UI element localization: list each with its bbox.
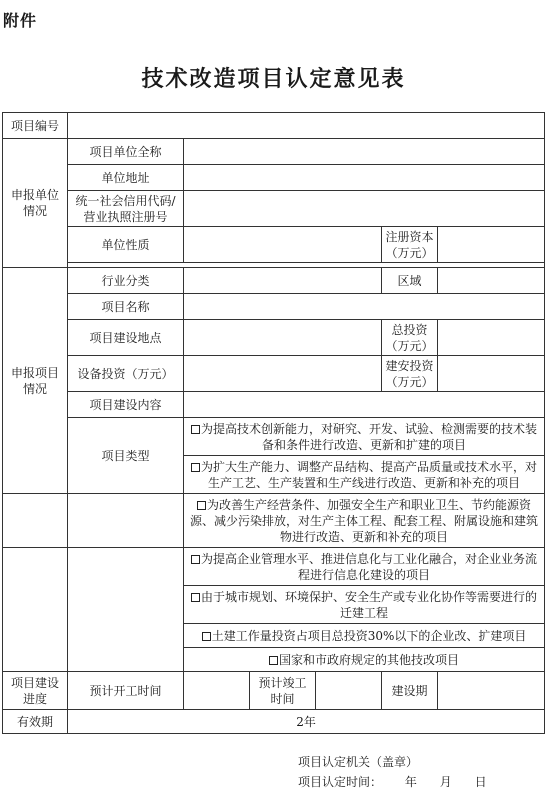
validity-label: 有效期 [3, 710, 68, 734]
row-unit-nature [3, 227, 545, 263]
row-validity [3, 710, 545, 734]
checkbox-icon[interactable] [269, 656, 278, 665]
construction-investment-label: 建安投资（万元） [382, 356, 438, 392]
row-build-content [3, 392, 545, 418]
project-section-continued [3, 494, 68, 548]
project-type-option-text: 为改善生产经营条件、加强安全生产和职业卫生、节约能源资源、减少污染排放，对生产主体工程、配套工程、附属设施和建筑物进行改造、更新和补充的项目 [190, 497, 539, 544]
row-progress [3, 672, 545, 710]
project-type-option-text: 为扩大生产能力、调整产品结构、提高产品质量或技术水平，对生产工艺、生产装置和生产线进行改造、更新和补充的项目 [201, 459, 538, 490]
project-name-label: 项目名称 [68, 294, 184, 320]
planned-start-label: 预计开工时间 [68, 672, 184, 710]
unit-nature-label: 单位性质 [68, 227, 184, 263]
row-unit-full-name [3, 139, 545, 165]
total-investment-label: 总投资（万元） [382, 320, 438, 356]
unit-address-field[interactable] [184, 165, 545, 191]
credit-code-field[interactable] [184, 191, 545, 227]
planned-end-field[interactable] [316, 672, 382, 710]
project-name-field[interactable] [184, 294, 545, 320]
row-project-no [3, 113, 545, 139]
project-type-option[interactable] [184, 418, 545, 456]
project-no-field[interactable] [68, 113, 545, 139]
unit-section-label: 申报单位情况 [3, 139, 68, 268]
build-site-field[interactable] [184, 320, 382, 356]
build-content-field[interactable] [184, 392, 545, 418]
row-unit-address [3, 165, 545, 191]
industry-label: 行业分类 [68, 268, 184, 294]
progress-label: 项目建设进度 [3, 672, 68, 710]
row-build-site [3, 320, 545, 356]
unit-full-name-label: 项目单位全称 [68, 139, 184, 165]
project-type-option-text: 为提高企业管理水平、推进信息化与工业化融合，对企业业务流程进行信息化建设的项目 [201, 551, 538, 582]
row-industry [3, 268, 545, 294]
form-title: 技术改造项目认定意见表 [141, 66, 406, 92]
row-project-type-4 [3, 548, 545, 586]
row-project-name [3, 294, 545, 320]
project-type-option-text: 国家和市政府规定的其他技改项目 [279, 652, 460, 667]
project-type-label: 项目类型 [68, 418, 184, 494]
planned-start-field[interactable] [184, 672, 250, 710]
equipment-investment-label: 设备投资（万元） [68, 356, 184, 392]
project-type-option-text: 由于城市规划、环境保护、安全生产或专业化协作等需要进行的迁建工程 [201, 589, 538, 620]
project-type-option[interactable] [184, 494, 545, 548]
unit-full-name-field[interactable] [184, 139, 545, 165]
project-type-option[interactable] [184, 624, 545, 648]
build-period-label: 建设期 [382, 672, 438, 710]
project-type-option-text: 土建工作量投资占项目总投资30%以下的企业改、扩建项目 [211, 628, 527, 643]
project-no-label: 项目编号 [3, 113, 68, 139]
checkbox-icon[interactable] [191, 425, 200, 434]
total-investment-field[interactable] [438, 320, 545, 356]
project-type-option-text: 为提高技术创新能力，对研究、开发、试验、检测需要的技术装备和条件进行改造、更新和扩建的项目 [201, 421, 538, 452]
region-field[interactable] [438, 268, 545, 294]
recognition-date-line: 项目认定时间： 年 月 日 [298, 775, 487, 789]
registered-capital-label: 注册资本（万元） [382, 227, 438, 263]
attachment-label: 附件 [3, 11, 38, 30]
build-content-label: 项目建设内容 [68, 392, 184, 418]
project-type-option[interactable] [184, 548, 545, 586]
build-period-field[interactable] [438, 672, 545, 710]
build-site-label: 项目建设地点 [68, 320, 184, 356]
project-section-label: 申报项目情况 [3, 268, 68, 494]
row-credit-code [3, 191, 545, 227]
credit-code-label: 统一社会信用代码/营业执照注册号 [68, 191, 184, 227]
project-type-option[interactable] [184, 586, 545, 624]
unit-address-label: 单位地址 [68, 165, 184, 191]
equipment-investment-field[interactable] [184, 356, 382, 392]
project-type-option[interactable] [184, 456, 545, 494]
construction-investment-field[interactable] [438, 356, 545, 392]
planned-end-label: 预计竣工时间 [250, 672, 316, 710]
checkbox-icon[interactable] [191, 463, 200, 472]
recognition-form-table [2, 112, 545, 734]
registered-capital-field[interactable] [438, 227, 545, 263]
region-label: 区域 [382, 268, 438, 294]
unit-nature-field[interactable] [184, 227, 382, 263]
row-project-type-3 [3, 494, 545, 548]
row-equipment-investment [3, 356, 545, 392]
checkbox-icon[interactable] [191, 555, 200, 564]
authority-seal-label: 项目认定机关（盖章） [298, 755, 419, 769]
checkbox-icon[interactable] [197, 501, 206, 510]
checkbox-icon[interactable] [202, 632, 211, 641]
row-project-type-1 [3, 418, 545, 456]
industry-field[interactable] [184, 268, 382, 294]
checkbox-icon[interactable] [191, 593, 200, 602]
project-section-continued [3, 548, 68, 672]
project-type-continued [68, 494, 184, 548]
project-type-continued [68, 548, 184, 672]
project-type-option[interactable] [184, 648, 545, 672]
validity-value: 2年 [68, 710, 545, 734]
